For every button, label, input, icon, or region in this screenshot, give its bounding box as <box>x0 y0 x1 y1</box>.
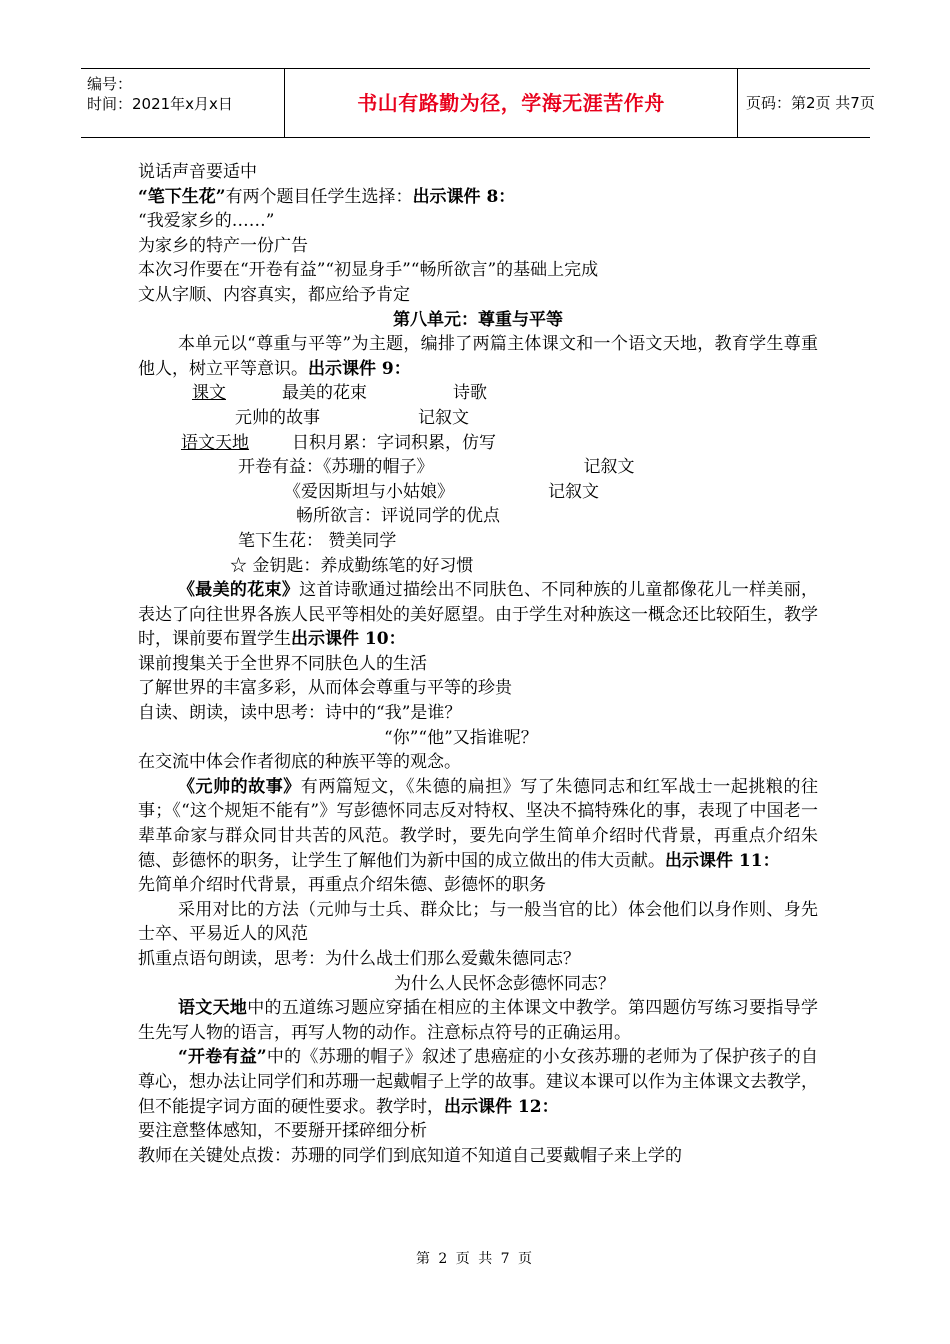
header-page-info: 页码：第2页 共7页 <box>746 94 875 112</box>
header-motto: 书山有路勤为径，学海无涯苦作舟 <box>284 69 738 137</box>
text-line: 了解世界的丰富多彩，从而体会尊重与平等的珍贵 <box>138 678 512 699</box>
bold-term: “开卷有益” <box>178 1047 267 1068</box>
outline-genre: 记叙文 <box>418 407 469 428</box>
text-line: “我爱家乡的……” <box>138 211 275 232</box>
outline-row <box>138 381 818 406</box>
header-meta <box>81 69 284 137</box>
text-line <box>138 185 818 210</box>
paragraph <box>138 1045 818 1119</box>
outline-item: 元帅的故事 <box>235 407 320 428</box>
outline-row: ☆ 金钥匙：养成勤练笔的好习惯 <box>230 555 474 576</box>
courseware-label: 出示课件 10： <box>291 629 406 650</box>
outline-genre: 诗歌 <box>453 383 487 404</box>
unit-title: 第八单元：尊重与平等 <box>393 309 563 330</box>
text-line: “你”“他”又指谁呢？ <box>384 727 538 748</box>
text-span: 中的五道练习题应穿插在相应的主体课文中教学。第四题仿写练习要指导学生先写人物的语言，再写人物的动作。注意标点符号的正确运用。 <box>138 998 819 1043</box>
text-line: 抓重点语句朗读，思考：为什么战士们那么爱戴朱德同志？ <box>138 949 580 969</box>
bold-term: 《元帅的故事》 <box>178 776 301 797</box>
outline-row <box>138 455 818 480</box>
text-span: 本单元以“尊重与平等”为主题，编排了两篇主体课文和一个语文天地，教育学生尊重他人，树立平等意识。 <box>138 334 818 379</box>
outline-row <box>138 431 818 456</box>
courseware-label: 出示课件 9： <box>308 358 411 379</box>
outline-category: 课文 <box>192 383 226 404</box>
text-line: 文从字顺、内容真实，都应给予肯定 <box>138 284 410 305</box>
page-header <box>81 68 875 138</box>
outline-item: 最美的花束 <box>282 383 367 404</box>
text-line: 为什么人民怀念彭德怀同志？ <box>394 973 615 994</box>
text-line: 课前搜集关于全世界不同肤色人的生活 <box>138 653 427 674</box>
paragraph <box>138 775 818 873</box>
paragraph: 采用对比的方法（元帅与士兵、群众比；与一般当官的比）体会他们以身作则、身先士卒、平易近人的风范 <box>138 899 818 945</box>
text-line: 说话声音要适中 <box>138 162 257 182</box>
text-line: 要注意整体感知，不要掰开揉碎细分析 <box>138 1121 427 1142</box>
text-line: 为家乡的特产一份广告 <box>138 235 308 256</box>
text-line: 先简单介绍时代背景，再重点介绍朱德、彭德怀的职务 <box>138 875 546 896</box>
courseware-label: 出示课件 8： <box>412 186 516 207</box>
outline-item: 日积月累：字词积累，仿写 <box>292 432 496 453</box>
courseware-label: 出示课件 12： <box>444 1096 559 1117</box>
text-span: 有两篇短文，《朱德的扁担》写了朱德同志和红军战士一起挑粮的往事；《“这个规矩不能有”》写彭德怀同志反对特权、坚决不搞特殊化的事，表现了中国老一辈革命家与群众同甘共苦的风范。教学时，要先向学生简单介绍时代背景，再重点介绍朱德、彭德怀的职务，让学生了解他们为新中国的成立做出的伟大贡献。 <box>138 776 819 871</box>
text-span: 这首诗歌通过描绘出不同肤色、不同种族的儿童都像花儿一样美丽，表达了向往世界各族人民平等相处的美好愿望。由于学生对种族这一概念还比较陌生，教学时，课前要布置学生 <box>138 580 819 650</box>
bold-term: 语文天地 <box>178 998 248 1019</box>
paragraph <box>138 578 818 652</box>
bold-term: “笔下生花” <box>138 186 226 207</box>
header-time-label: 时间：2021年x月x日 <box>87 95 233 113</box>
text-line: 本次习作要在“开卷有益”“初显身手”“畅所欲言”的基础上完成 <box>138 260 599 281</box>
outline-row <box>138 406 818 431</box>
document-body <box>138 160 818 1168</box>
text-line: 教师在关键处点拨：苏珊的同学们到底知道不知道自己要戴帽子来上学的 <box>138 1145 682 1166</box>
text-line: 在交流中体会作者彻底的种族平等的观念。 <box>138 752 461 773</box>
paragraph <box>138 996 818 1045</box>
outline-item: 《爱因斯坦与小姑娘》 <box>284 481 454 502</box>
page-footer: 第 2 页 共 7 页 <box>415 1251 535 1267</box>
header-number-label: 编号： <box>87 75 133 93</box>
outline-row <box>138 480 818 505</box>
outline-item: 开卷有益：《苏珊的帽子》 <box>238 457 434 478</box>
courseware-label: 出示课件 11： <box>665 850 780 871</box>
outline-genre: 记叙文 <box>548 481 599 502</box>
text-span: 中的《苏珊的帽子》叙述了患癌症的小女孩苏珊的老师为了保护孩子的自尊心，想办法让同学们和苏珊一起戴帽子上学的故事。建议本课可以作为主体课文去教学，但不能提字词方面的硬性要求。教学时， <box>138 1047 818 1117</box>
outline-row: 畅所欲言：评说同学的优点 <box>296 506 500 527</box>
outline-category: 语文天地 <box>181 432 249 453</box>
text-line: 自读、朗读，读中思考：诗中的“我”是谁？ <box>138 703 462 724</box>
bold-term: 《最美的花束》 <box>178 580 300 601</box>
outline-genre: 记叙文 <box>583 457 635 478</box>
outline-row: 笔下生花： 赞美同学 <box>238 530 397 551</box>
paragraph <box>138 332 818 381</box>
text-span: 有两个题目任学生选择： <box>225 186 413 207</box>
